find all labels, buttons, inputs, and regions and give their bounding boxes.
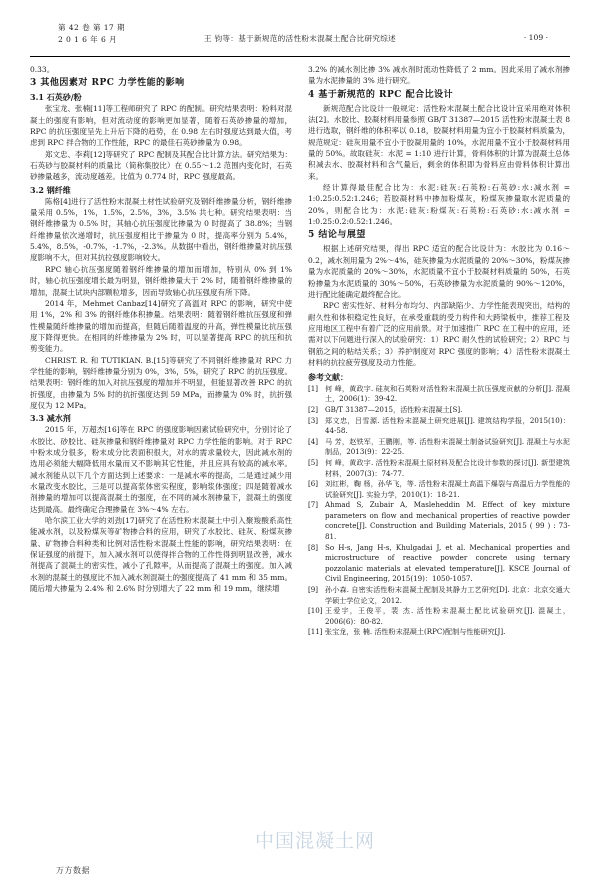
reference-number: [3] [308,415,319,425]
paragraph: 陈格[4]进行了活性粉末混凝土材性试验研究及钢纤维掺量分析，钢纤维掺量采用 0.5%，1%，1.5%，2.5%，3%，3.5% 共七种。研究结果表明：当钢纤维掺量为 0.5% 时，其轴心抗压强度比掺量为 0 时提高了 38.8%；当钢纤维掺量依次递增时，抗压强度相比于掺量为 0 时，提高率分别为 5.4%，5.4%，8.5%，-0.7%，-1.7%，-2.3%。从数据中看出，钢纤维掺量对抗压强度影响不大，但对其抗拉强度影响较大。 [30,196,292,263]
reference-number: [8] [308,542,319,552]
reference-item [308,543,570,585]
reference-text: GB/T 31387—2015，活性粉末混凝土[S]. [325,404,463,414]
reference-item [308,416,570,437]
reference-text: 马 芳，赵铁军，王鹏刚，等. 活性粉末混凝土制备试验研究[J]. 混凝土与水泥制品，2013(9)：22-25. [325,436,570,457]
database-footer: 万方数据 [56,866,90,875]
subsection-heading-3-2: 3.2 钢纤维 [30,184,71,195]
reference-item [308,437,570,458]
subsection-heading-3-3: 3.3 减水剂 [30,413,71,424]
left-column [30,64,292,864]
reference-item [308,606,570,627]
section-heading-4: 4 基于新规范的 RPC 配合比设计 [308,89,454,100]
volume-line-1: 第 42 卷 第 17 期 [58,23,125,32]
reference-text: Ahmad S, Zubair A, Masleheddin M. Effect of key mixture parameters on flow and mechanical properties of reactive powder concrete[J]. Construction and Building Materials, 2015 ( 99 ) : 73-81. [325,500,570,542]
reference-number: [4] [308,436,319,446]
volume-line-2: 2 0 1 6 年 6 月 [58,34,118,44]
reference-text: 张宝龙，张 楠. 活性粉末混凝土(RPC)配制与性能研究[J]. [325,627,506,637]
reference-item [308,479,570,500]
section-heading-5: 5 结论与展望 [308,230,366,241]
references-list [308,384,570,638]
reference-number: [7] [308,500,319,510]
reference-number: [11] [308,627,323,637]
page-header [30,22,570,57]
page-number: · 109 · [523,33,548,42]
reference-text: So H-s, Jang H-s, Khulgadai J, et al. Mechanical properties and microstructure of reactive powder concrete using ternary pozzolanic materials at elevated temperature[J]. KSCE Journal of Civil Engineering, 2015(19)：1050-1057. [325,542,570,584]
reference-text: 孙小森. 自密实活性粉末混凝土配制及其静力工艺研究[D]. 北京：北京交通大学硕士学位论文，2012. [325,585,570,605]
reference-number: [2] [308,404,319,414]
reference-number: [1] [308,383,319,393]
running-title: 王 钧等：基于新规范的活性粉末混凝土配合比研究综述 [203,34,397,43]
right-column [308,64,570,864]
paragraph: 哈尔滨工业大学的刘劲[17]研究了在活性粉末混凝土中引入聚羧酸系高性能减水剂，以及粉煤灰等矿物掺合料的应用，研究了水胶比、硅灰、粉煤灰掺量、矿物掺合料种类和比例对活性粉末混凝土性能的影响，研究结果表明：在保证强度的前提下，加入减水剂可以使得拌合物的工作性得到明显改善，减水剂提高了混凝土的密实性，减小了孔隙率，从而提高了混凝土的强度。加入减水剂的混凝土的强度比不加入减水剂混凝土的强度提高了 41 mm 和 35 mm。随后增大掺量为 2.4% 和 2.6% 时分别增大了 22 mm 和 19 mm，继续增 [30,516,292,594]
paragraph-continued: 3.2% 的减水剂比掺 3% 减水剂时流动性降低了 2 mm。因此采用了减水剂掺量为水泥掺量的 3% 进行研究。 [308,65,570,86]
paragraph: 郑文忠、李莉[12]等研究了 RPC 配制及其配合比计算方法。研究结果为：石英砂与胶凝材料的质量比（简称集胶比）在 0.55～1.2 范围内变化时，石英砂掺量越多，流动度越差。比值为 0.774 时，RPC 强度最高。 [30,149,292,182]
reference-number: [5] [308,457,319,467]
paragraph: CHRIST. R. 和 TUTIKIAN. B.[15]等研究了不同钢纤维掺量对 RPC 力学性能的影响，钢纤维掺量分别为 0%，3%，5%，研究了 RPC 的抗压强度。结果表明：钢纤维的加入对抗压强度的增加并不明显，但能显著改善 RPC 的抗折强度，由掺量为 5% 时的抗折强度达到 59 MPa，而掺量为 0% 时，抗折强度仅为 12 MPa。 [30,355,292,410]
paragraph: RPC 密实性好、材料分布均匀、内部缺陷少、力学性能表现突出，结构的耐久性和体积稳定性良好，在承受重载的受力构件和大跨梁板中，推荐工程及应用地区工程中有着广泛的应用前景。对于加速推广 RPC 在工程中的应用，还需对以下问题进行深入的试验研究：1）RPC 耐久性的试验研究；2）RPC 与钢筋之间的粘结关系；3）养护制度对 RPC 强度的影响；4）活性粉末混凝土材料的抗拉疲劳强度及动力性能。 [308,301,570,367]
paragraph: 2014 年，Mehmet Canbaz[14]研究了高温对 RPC 的影响，研究中使用 1%，2% 和 3% 的钢纤维体积掺量。结果表明：随着钢纤维抗压强度和弹性模量随纤维掺量的增加而提高，但随后随着温度的升高，弹性模量比抗压强度下降得更快。在相同的纤维掺量为 2% 时，可以显著提高 RPC 的抗压和抗剪变能力。 [30,298,292,354]
paragraph: RPC 轴心抗压强度随着钢纤维掺量的增加而增加，特别从 0% 到 1% 时，轴心抗压强度增长最为明显，钢纤维掺量大于 2% 时，随着钢纤维掺量的增加，混凝土试块内部颗粒增多，因而导致轴心抗压强度有所下降。 [30,264,292,297]
reference-item [308,458,570,479]
reference-item [308,384,570,405]
paragraph-fragment: 0.33。 [30,65,55,74]
reference-text: 郑文忠，吕雪源. 活性粉末混凝土研究进展[J]. 建筑结构学报，2015(10)：44-58. [325,415,570,436]
reference-text: 何 峰，黄政宇. 活性粉末混凝土原材料及配合比设计参数的探讨[J]. 新型建筑材料，2007(3)：74-77. [325,457,570,478]
reference-number: [10] [308,606,323,616]
paragraph: 2015 年，万超杰[16]等在 RPC 的强度影响因素试验研究中，分别讨论了水胶比、砂胶比、硅灰掺量和钢纤维掺量对 RPC 力学性能的影响。对于 RPC 中粉末成分很多，粉末成分比表面积很大，对水的需求量较大，因此减水剂的选用必须能大幅降低用水量而又不影响其它性能，并且应具有较高的减水率。减水剂能从以下几个方面达到上述要求：一是减水率的提高，二是通过减少用水量改变水胶比，三是可以提高浆体密实程度，影响浆体强度；四是随着减水剂掺量的增加可以提高混凝土的强度，在不同的减水剂掺量下，混凝土的强度达到最高。最终确定合理掺量在 3%～4% 左右。 [30,425,292,514]
paragraph: 根据上述研究结果，得出 RPC 适宜的配合比设计为：水胶比为 0.16～0.2，减水剂用量为 2%～4%，硅灰掺量为水泥质量的 20%～30%，粉煤灰掺量为水泥质量的 20%～30%，水泥质量不宜小于胶凝材料质量的 50%，石英粉掺量为水泥质量的 30%～50%，石英砂掺量为水泥质量的 90%～120%，进行配比能确定最终配合比。 [308,244,570,299]
paragraph: 新规范配合比设计一般规定：活性粉末混凝土配合比设计宜采用绝对体积法[2]。水胶比、胶凝材料用量参照 GB/T 31387—2015 活性粉末混凝土表 8 进行选取，钢纤维的体积率以 0.18，胶凝材料用量为宜小于胶凝材料质量为，规范规定：硅灰用量不宜小于胶凝用量的 10%，水泥用量不宜小于胶凝材料用量的 50%。故取硅灰：水泥 = 1:10 进行计算，骨料体积的计算为混凝土总体积减去水、胶凝材料和含气量后，剩余的体积即为骨料应由骨料体积计算出来。 [308,103,570,181]
reference-number: [6] [308,479,319,489]
reference-item [308,405,570,416]
section-heading-3: 3 其他因素对 RPC 力学性能的影响 [30,78,185,89]
paragraph: 经计算得最佳配合比为：水泥:硅灰:石英粉:石英砂:水:减水剂 = 1:0.25:0.52:1.246；若胶凝材料中掺加粉煤灰，粉煤灰掺量取水泥质量的 20%，则配合比为：水泥:硅灰:粉煤灰:石英粉:石英砂:水:减水剂 = 1:0.25:0.2:0.52:1.246。 [308,183,570,227]
two-column-body [30,64,570,864]
reference-text: 何 峰，黄政宇. 硅灰和石英粉对活性粉末混凝土抗压强度贡献的分析[J]. 混凝土，2006(1)：39-42. [325,383,570,404]
reference-item [308,585,570,606]
reference-number: [9] [308,585,319,595]
reference-item [308,500,570,542]
reference-text: 刘红彬，鞠 杨，孙华飞，等. 活性粉末混凝土高温下爆裂与高温后力学性能的试验研究[J]. 实验力学，2010(1)：18-21. [325,479,570,499]
references-heading: 参考文献： [308,372,348,383]
reference-text: 王爱宇，王俊平，裴 杰. 活性粉末混凝土配比试验研究[J]. 混凝土，2006(6)：80-82. [325,606,570,626]
watermark: 中国混凝土网 [255,830,376,852]
reference-item [308,627,570,638]
paragraph: 张宝龙、张楠[11]等工程师研究了 RPC 的配制。研究结果表明：粉料对混凝土的强度有影响，但对流动度的影响更加显著，随着石英砂掺量的增加，RPC 的抗压强度呈先上升后下降的趋势，在 0.98 左右时强度达到最大值，考虑到 RPC 拌合物的工作性能，RPC 的最佳石英砂掺量为 0.98。 [30,104,292,148]
subsection-heading-3-1: 3.1 石英砂/粉 [30,92,82,103]
